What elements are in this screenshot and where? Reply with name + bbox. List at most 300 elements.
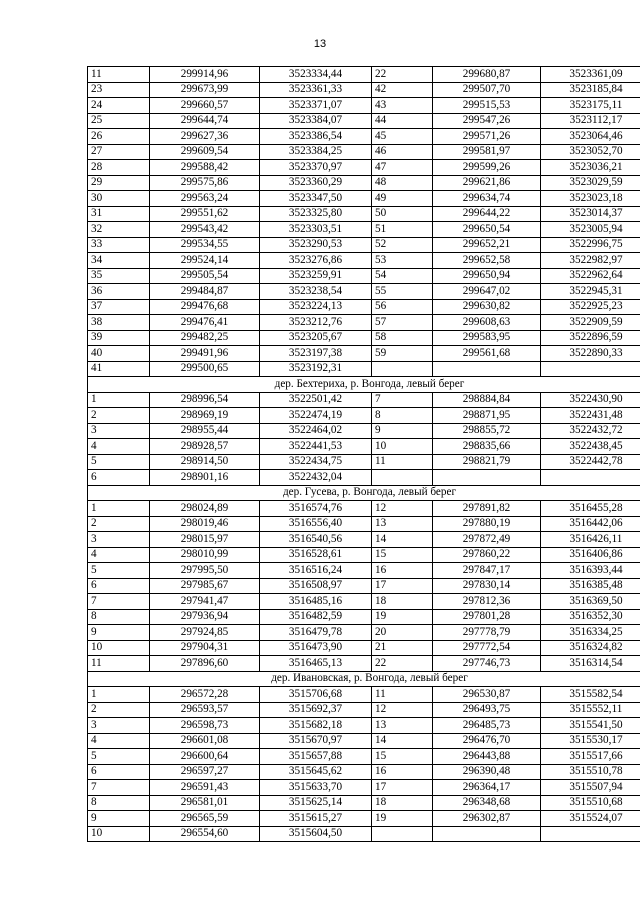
y-coordinate: 3515530,17: [541, 733, 640, 749]
point-number: 7: [88, 780, 150, 796]
table-row: [88, 795, 640, 811]
point-number: 17: [372, 780, 433, 796]
point-number: 57: [372, 315, 433, 331]
point-number: 22: [372, 656, 433, 672]
x-coordinate: 297860,22: [433, 547, 541, 563]
table-row: [88, 764, 640, 780]
point-number: 31: [88, 206, 150, 222]
point-number: 11: [372, 454, 433, 470]
table-row: [88, 346, 640, 362]
table-row: [88, 82, 640, 98]
point-number: 15: [372, 749, 433, 765]
table-row: [88, 113, 640, 129]
y-coordinate: 3523197,38: [260, 346, 372, 362]
y-coordinate: 3522432,72: [541, 423, 640, 439]
point-number: 5: [88, 563, 150, 579]
x-coordinate: [433, 361, 541, 377]
x-coordinate: 299515,53: [433, 98, 541, 114]
y-coordinate: 3522982,97: [541, 253, 640, 269]
point-number: [372, 826, 433, 842]
section-header-row: [88, 377, 640, 393]
table-row: [88, 733, 640, 749]
y-coordinate: 3523175,11: [541, 98, 640, 114]
point-number: 35: [88, 268, 150, 284]
x-coordinate: 296565,59: [150, 811, 260, 827]
y-coordinate: 3522962,64: [541, 268, 640, 284]
table-row: [88, 222, 640, 238]
section-title: дер. Бехтериха, р. Вонгода, левый берег: [88, 377, 640, 393]
table-row: [88, 563, 640, 579]
point-number: 32: [88, 222, 150, 238]
y-coordinate: 3522431,48: [541, 408, 640, 424]
point-number: 37: [88, 299, 150, 315]
point-number: 2: [88, 702, 150, 718]
section-title: дер. Гусева, р. Вонгода, левый берег: [88, 485, 640, 501]
x-coordinate: 299650,94: [433, 268, 541, 284]
point-number: 39: [88, 330, 150, 346]
x-coordinate: 298955,44: [150, 423, 260, 439]
x-coordinate: 297924,85: [150, 625, 260, 641]
y-coordinate: 3515615,27: [260, 811, 372, 827]
point-number: 9: [88, 811, 150, 827]
table-row: [88, 656, 640, 672]
y-coordinate: 3523014,37: [541, 206, 640, 222]
x-coordinate: 297812,36: [433, 594, 541, 610]
x-coordinate: 299583,95: [433, 330, 541, 346]
x-coordinate: 299581,97: [433, 144, 541, 160]
y-coordinate: 3515682,18: [260, 718, 372, 734]
x-coordinate: 297778,79: [433, 625, 541, 641]
point-number: [372, 470, 433, 486]
x-coordinate: 298019,46: [150, 516, 260, 532]
y-coordinate: 3516485,16: [260, 594, 372, 610]
x-coordinate: 299621,86: [433, 175, 541, 191]
point-number: 8: [88, 795, 150, 811]
y-coordinate: 3522430,90: [541, 392, 640, 408]
x-coordinate: 296493,75: [433, 702, 541, 718]
y-coordinate: 3522434,75: [260, 454, 372, 470]
y-coordinate: 3523361,09: [541, 67, 640, 83]
table-row: [88, 299, 640, 315]
x-coordinate: 299524,14: [150, 253, 260, 269]
x-coordinate: 299543,42: [150, 222, 260, 238]
y-coordinate: 3516393,44: [541, 563, 640, 579]
x-coordinate: 298996,54: [150, 392, 260, 408]
point-number: 6: [88, 470, 150, 486]
table-row: [88, 253, 640, 269]
y-coordinate: 3522474,19: [260, 408, 372, 424]
x-coordinate: 298969,19: [150, 408, 260, 424]
point-number: 10: [88, 640, 150, 656]
x-coordinate: 299652,21: [433, 237, 541, 253]
page-number: 13: [313, 38, 327, 50]
point-number: 36: [88, 284, 150, 300]
point-number: 52: [372, 237, 433, 253]
y-coordinate: 3523384,25: [260, 144, 372, 160]
x-coordinate: 298901,16: [150, 470, 260, 486]
x-coordinate: 299652,58: [433, 253, 541, 269]
x-coordinate: 298024,89: [150, 501, 260, 517]
y-coordinate: 3516516,24: [260, 563, 372, 579]
point-number: 19: [372, 811, 433, 827]
point-number: 11: [88, 67, 150, 83]
point-number: 4: [88, 733, 150, 749]
x-coordinate: 299507,70: [433, 82, 541, 98]
x-coordinate: 298835,66: [433, 439, 541, 455]
point-number: 7: [372, 392, 433, 408]
y-coordinate: 3523370,97: [260, 160, 372, 176]
y-coordinate: 3522438,45: [541, 439, 640, 455]
y-coordinate: 3522996,75: [541, 237, 640, 253]
y-coordinate: 3523205,67: [260, 330, 372, 346]
x-coordinate: 296598,73: [150, 718, 260, 734]
y-coordinate: 3523386,54: [260, 129, 372, 145]
x-coordinate: 296443,88: [433, 749, 541, 765]
coordinates-table: [87, 66, 640, 842]
point-number: 43: [372, 98, 433, 114]
y-coordinate: 3515706,68: [260, 687, 372, 703]
table-row: [88, 268, 640, 284]
y-coordinate: 3515582,54: [541, 687, 640, 703]
x-coordinate: 299482,25: [150, 330, 260, 346]
table-row: [88, 578, 640, 594]
point-number: 13: [372, 718, 433, 734]
table-row: [88, 408, 640, 424]
y-coordinate: 3516385,48: [541, 578, 640, 594]
y-coordinate: 3523036,21: [541, 160, 640, 176]
table-row: [88, 439, 640, 455]
x-coordinate: 299630,82: [433, 299, 541, 315]
table-row: [88, 470, 640, 486]
table-row: [88, 826, 640, 842]
x-coordinate: 297995,50: [150, 563, 260, 579]
y-coordinate: [541, 361, 640, 377]
point-number: 29: [88, 175, 150, 191]
point-number: 27: [88, 144, 150, 160]
y-coordinate: 3515670,97: [260, 733, 372, 749]
table-row: [88, 315, 640, 331]
point-number: 18: [372, 795, 433, 811]
y-coordinate: 3523224,13: [260, 299, 372, 315]
y-coordinate: 3522945,31: [541, 284, 640, 300]
y-coordinate: 3516426,11: [541, 532, 640, 548]
y-coordinate: 3523192,31: [260, 361, 372, 377]
y-coordinate: 3522909,59: [541, 315, 640, 331]
point-number: 11: [88, 656, 150, 672]
point-number: 59: [372, 346, 433, 362]
x-coordinate: 299608,63: [433, 315, 541, 331]
table-row: [88, 547, 640, 563]
x-coordinate: 297904,31: [150, 640, 260, 656]
y-coordinate: [541, 826, 640, 842]
x-coordinate: 296530,87: [433, 687, 541, 703]
point-number: 1: [88, 687, 150, 703]
table-row: [88, 501, 640, 517]
y-coordinate: 3522464,02: [260, 423, 372, 439]
y-coordinate: 3516528,61: [260, 547, 372, 563]
point-number: 58: [372, 330, 433, 346]
point-number: 5: [88, 454, 150, 470]
point-number: 13: [372, 516, 433, 532]
point-number: 11: [372, 687, 433, 703]
point-number: 6: [88, 578, 150, 594]
table-row: [88, 129, 640, 145]
x-coordinate: 299673,99: [150, 82, 260, 98]
x-coordinate: 296597,27: [150, 764, 260, 780]
y-coordinate: 3523112,17: [541, 113, 640, 129]
x-coordinate: [433, 826, 541, 842]
point-number: 12: [372, 501, 433, 517]
y-coordinate: 3523334,44: [260, 67, 372, 83]
point-number: 47: [372, 160, 433, 176]
x-coordinate: 299491,96: [150, 346, 260, 362]
y-coordinate: 3522501,42: [260, 392, 372, 408]
x-coordinate: 298855,72: [433, 423, 541, 439]
y-coordinate: 3516352,30: [541, 609, 640, 625]
point-number: 55: [372, 284, 433, 300]
x-coordinate: 299650,54: [433, 222, 541, 238]
table-row: [88, 516, 640, 532]
x-coordinate: 299571,26: [433, 129, 541, 145]
y-coordinate: 3516442,06: [541, 516, 640, 532]
point-number: 3: [88, 718, 150, 734]
x-coordinate: 297985,67: [150, 578, 260, 594]
point-number: 9: [88, 625, 150, 641]
x-coordinate: 297891,82: [433, 501, 541, 517]
x-coordinate: 298914,50: [150, 454, 260, 470]
y-coordinate: 3516479,78: [260, 625, 372, 641]
point-number: 40: [88, 346, 150, 362]
point-number: 16: [372, 563, 433, 579]
x-coordinate: 298015,97: [150, 532, 260, 548]
y-coordinate: 3515625,14: [260, 795, 372, 811]
y-coordinate: 3516314,54: [541, 656, 640, 672]
point-number: [372, 361, 433, 377]
y-coordinate: 3516406,86: [541, 547, 640, 563]
y-coordinate: 3522896,59: [541, 330, 640, 346]
x-coordinate: 296591,43: [150, 780, 260, 796]
table-row: [88, 330, 640, 346]
y-coordinate: 3523212,76: [260, 315, 372, 331]
x-coordinate: 299647,02: [433, 284, 541, 300]
point-number: 53: [372, 253, 433, 269]
y-coordinate: 3523303,51: [260, 222, 372, 238]
point-number: 45: [372, 129, 433, 145]
table-row: [88, 780, 640, 796]
point-number: 15: [372, 547, 433, 563]
point-number: 54: [372, 268, 433, 284]
y-coordinate: 3523384,07: [260, 113, 372, 129]
point-number: 56: [372, 299, 433, 315]
x-coordinate: 298928,57: [150, 439, 260, 455]
x-coordinate: 297801,28: [433, 609, 541, 625]
y-coordinate: 3523064,46: [541, 129, 640, 145]
x-coordinate: 299609,54: [150, 144, 260, 160]
x-coordinate: 296600,64: [150, 749, 260, 765]
point-number: 14: [372, 733, 433, 749]
table-row: [88, 98, 640, 114]
point-number: 1: [88, 392, 150, 408]
y-coordinate: 3516574,76: [260, 501, 372, 517]
x-coordinate: 296364,17: [433, 780, 541, 796]
y-coordinate: 3522441,53: [260, 439, 372, 455]
point-number: 1: [88, 501, 150, 517]
x-coordinate: 299627,36: [150, 129, 260, 145]
x-coordinate: 299644,74: [150, 113, 260, 129]
table-row: [88, 392, 640, 408]
section-header-row: [88, 485, 640, 501]
y-coordinate: 3522442,78: [541, 454, 640, 470]
point-number: 28: [88, 160, 150, 176]
point-number: 2: [88, 516, 150, 532]
point-number: 6: [88, 764, 150, 780]
x-coordinate: 299644,22: [433, 206, 541, 222]
table-row: [88, 361, 640, 377]
y-coordinate: 3523259,91: [260, 268, 372, 284]
point-number: 51: [372, 222, 433, 238]
y-coordinate: 3523185,84: [541, 82, 640, 98]
y-coordinate: 3516465,13: [260, 656, 372, 672]
table-row: [88, 237, 640, 253]
y-coordinate: 3515692,37: [260, 702, 372, 718]
x-coordinate: 297746,73: [433, 656, 541, 672]
y-coordinate: 3515645,62: [260, 764, 372, 780]
y-coordinate: 3523238,54: [260, 284, 372, 300]
table-row: [88, 191, 640, 207]
x-coordinate: 299551,62: [150, 206, 260, 222]
x-coordinate: 297880,19: [433, 516, 541, 532]
x-coordinate: 296601,08: [150, 733, 260, 749]
x-coordinate: 299575,86: [150, 175, 260, 191]
x-coordinate: 299484,87: [150, 284, 260, 300]
x-coordinate: 297772,54: [433, 640, 541, 656]
y-coordinate: 3523325,80: [260, 206, 372, 222]
y-coordinate: 3522432,04: [260, 470, 372, 486]
y-coordinate: 3515633,70: [260, 780, 372, 796]
y-coordinate: 3515541,50: [541, 718, 640, 734]
table-row: [88, 423, 640, 439]
point-number: 10: [88, 826, 150, 842]
y-coordinate: 3522925,23: [541, 299, 640, 315]
x-coordinate: 299534,55: [150, 237, 260, 253]
table-row: [88, 702, 640, 718]
table-row: [88, 206, 640, 222]
point-number: 50: [372, 206, 433, 222]
x-coordinate: 299500,65: [150, 361, 260, 377]
point-number: 2: [88, 408, 150, 424]
point-number: 19: [372, 609, 433, 625]
x-coordinate: 296572,28: [150, 687, 260, 703]
point-number: 3: [88, 532, 150, 548]
point-number: 49: [372, 191, 433, 207]
y-coordinate: 3523052,70: [541, 144, 640, 160]
y-coordinate: 3516455,28: [541, 501, 640, 517]
x-coordinate: 299660,57: [150, 98, 260, 114]
y-coordinate: 3515604,50: [260, 826, 372, 842]
point-number: 14: [372, 532, 433, 548]
x-coordinate: 299599,26: [433, 160, 541, 176]
point-number: 4: [88, 547, 150, 563]
y-coordinate: 3523347,50: [260, 191, 372, 207]
point-number: 8: [88, 609, 150, 625]
point-number: 17: [372, 578, 433, 594]
x-coordinate: 297847,17: [433, 563, 541, 579]
x-coordinate: 296581,01: [150, 795, 260, 811]
point-number: 16: [372, 764, 433, 780]
y-coordinate: 3515510,68: [541, 795, 640, 811]
point-number: 25: [88, 113, 150, 129]
x-coordinate: 297830,14: [433, 578, 541, 594]
point-number: 7: [88, 594, 150, 610]
x-coordinate: 299476,41: [150, 315, 260, 331]
y-coordinate: 3523361,33: [260, 82, 372, 98]
x-coordinate: 299588,42: [150, 160, 260, 176]
point-number: 46: [372, 144, 433, 160]
x-coordinate: [433, 470, 541, 486]
x-coordinate: 297896,60: [150, 656, 260, 672]
y-coordinate: 3522890,33: [541, 346, 640, 362]
y-coordinate: 3516540,56: [260, 532, 372, 548]
x-coordinate: 298871,95: [433, 408, 541, 424]
point-number: 9: [372, 423, 433, 439]
point-number: 24: [88, 98, 150, 114]
point-number: 34: [88, 253, 150, 269]
table-row: [88, 640, 640, 656]
y-coordinate: 3515507,94: [541, 780, 640, 796]
point-number: 10: [372, 439, 433, 455]
y-coordinate: 3523371,07: [260, 98, 372, 114]
x-coordinate: 296485,73: [433, 718, 541, 734]
point-number: 26: [88, 129, 150, 145]
y-coordinate: 3516324,82: [541, 640, 640, 656]
point-number: 44: [372, 113, 433, 129]
table-row: [88, 454, 640, 470]
x-coordinate: 299634,74: [433, 191, 541, 207]
table-row: [88, 532, 640, 548]
x-coordinate: 299476,68: [150, 299, 260, 315]
x-coordinate: 296554,60: [150, 826, 260, 842]
x-coordinate: 299680,87: [433, 67, 541, 83]
y-coordinate: [541, 470, 640, 486]
x-coordinate: 296390,48: [433, 764, 541, 780]
point-number: 30: [88, 191, 150, 207]
point-number: 23: [88, 82, 150, 98]
point-number: 20: [372, 625, 433, 641]
section-title: дер. Ивановская, р. Вонгода, левый берег: [88, 671, 640, 687]
table-row: [88, 811, 640, 827]
table-row: [88, 625, 640, 641]
point-number: 3: [88, 423, 150, 439]
table-row: [88, 687, 640, 703]
x-coordinate: 297936,94: [150, 609, 260, 625]
x-coordinate: 299563,24: [150, 191, 260, 207]
x-coordinate: 299914,96: [150, 67, 260, 83]
y-coordinate: 3516556,40: [260, 516, 372, 532]
y-coordinate: 3516369,50: [541, 594, 640, 610]
point-number: 33: [88, 237, 150, 253]
point-number: 12: [372, 702, 433, 718]
table-row: [88, 160, 640, 176]
x-coordinate: 299547,26: [433, 113, 541, 129]
x-coordinate: 296348,68: [433, 795, 541, 811]
point-number: 21: [372, 640, 433, 656]
y-coordinate: 3523029,59: [541, 175, 640, 191]
point-number: 18: [372, 594, 433, 610]
y-coordinate: 3523005,94: [541, 222, 640, 238]
y-coordinate: 3515517,66: [541, 749, 640, 765]
y-coordinate: 3523276,86: [260, 253, 372, 269]
x-coordinate: 299561,68: [433, 346, 541, 362]
